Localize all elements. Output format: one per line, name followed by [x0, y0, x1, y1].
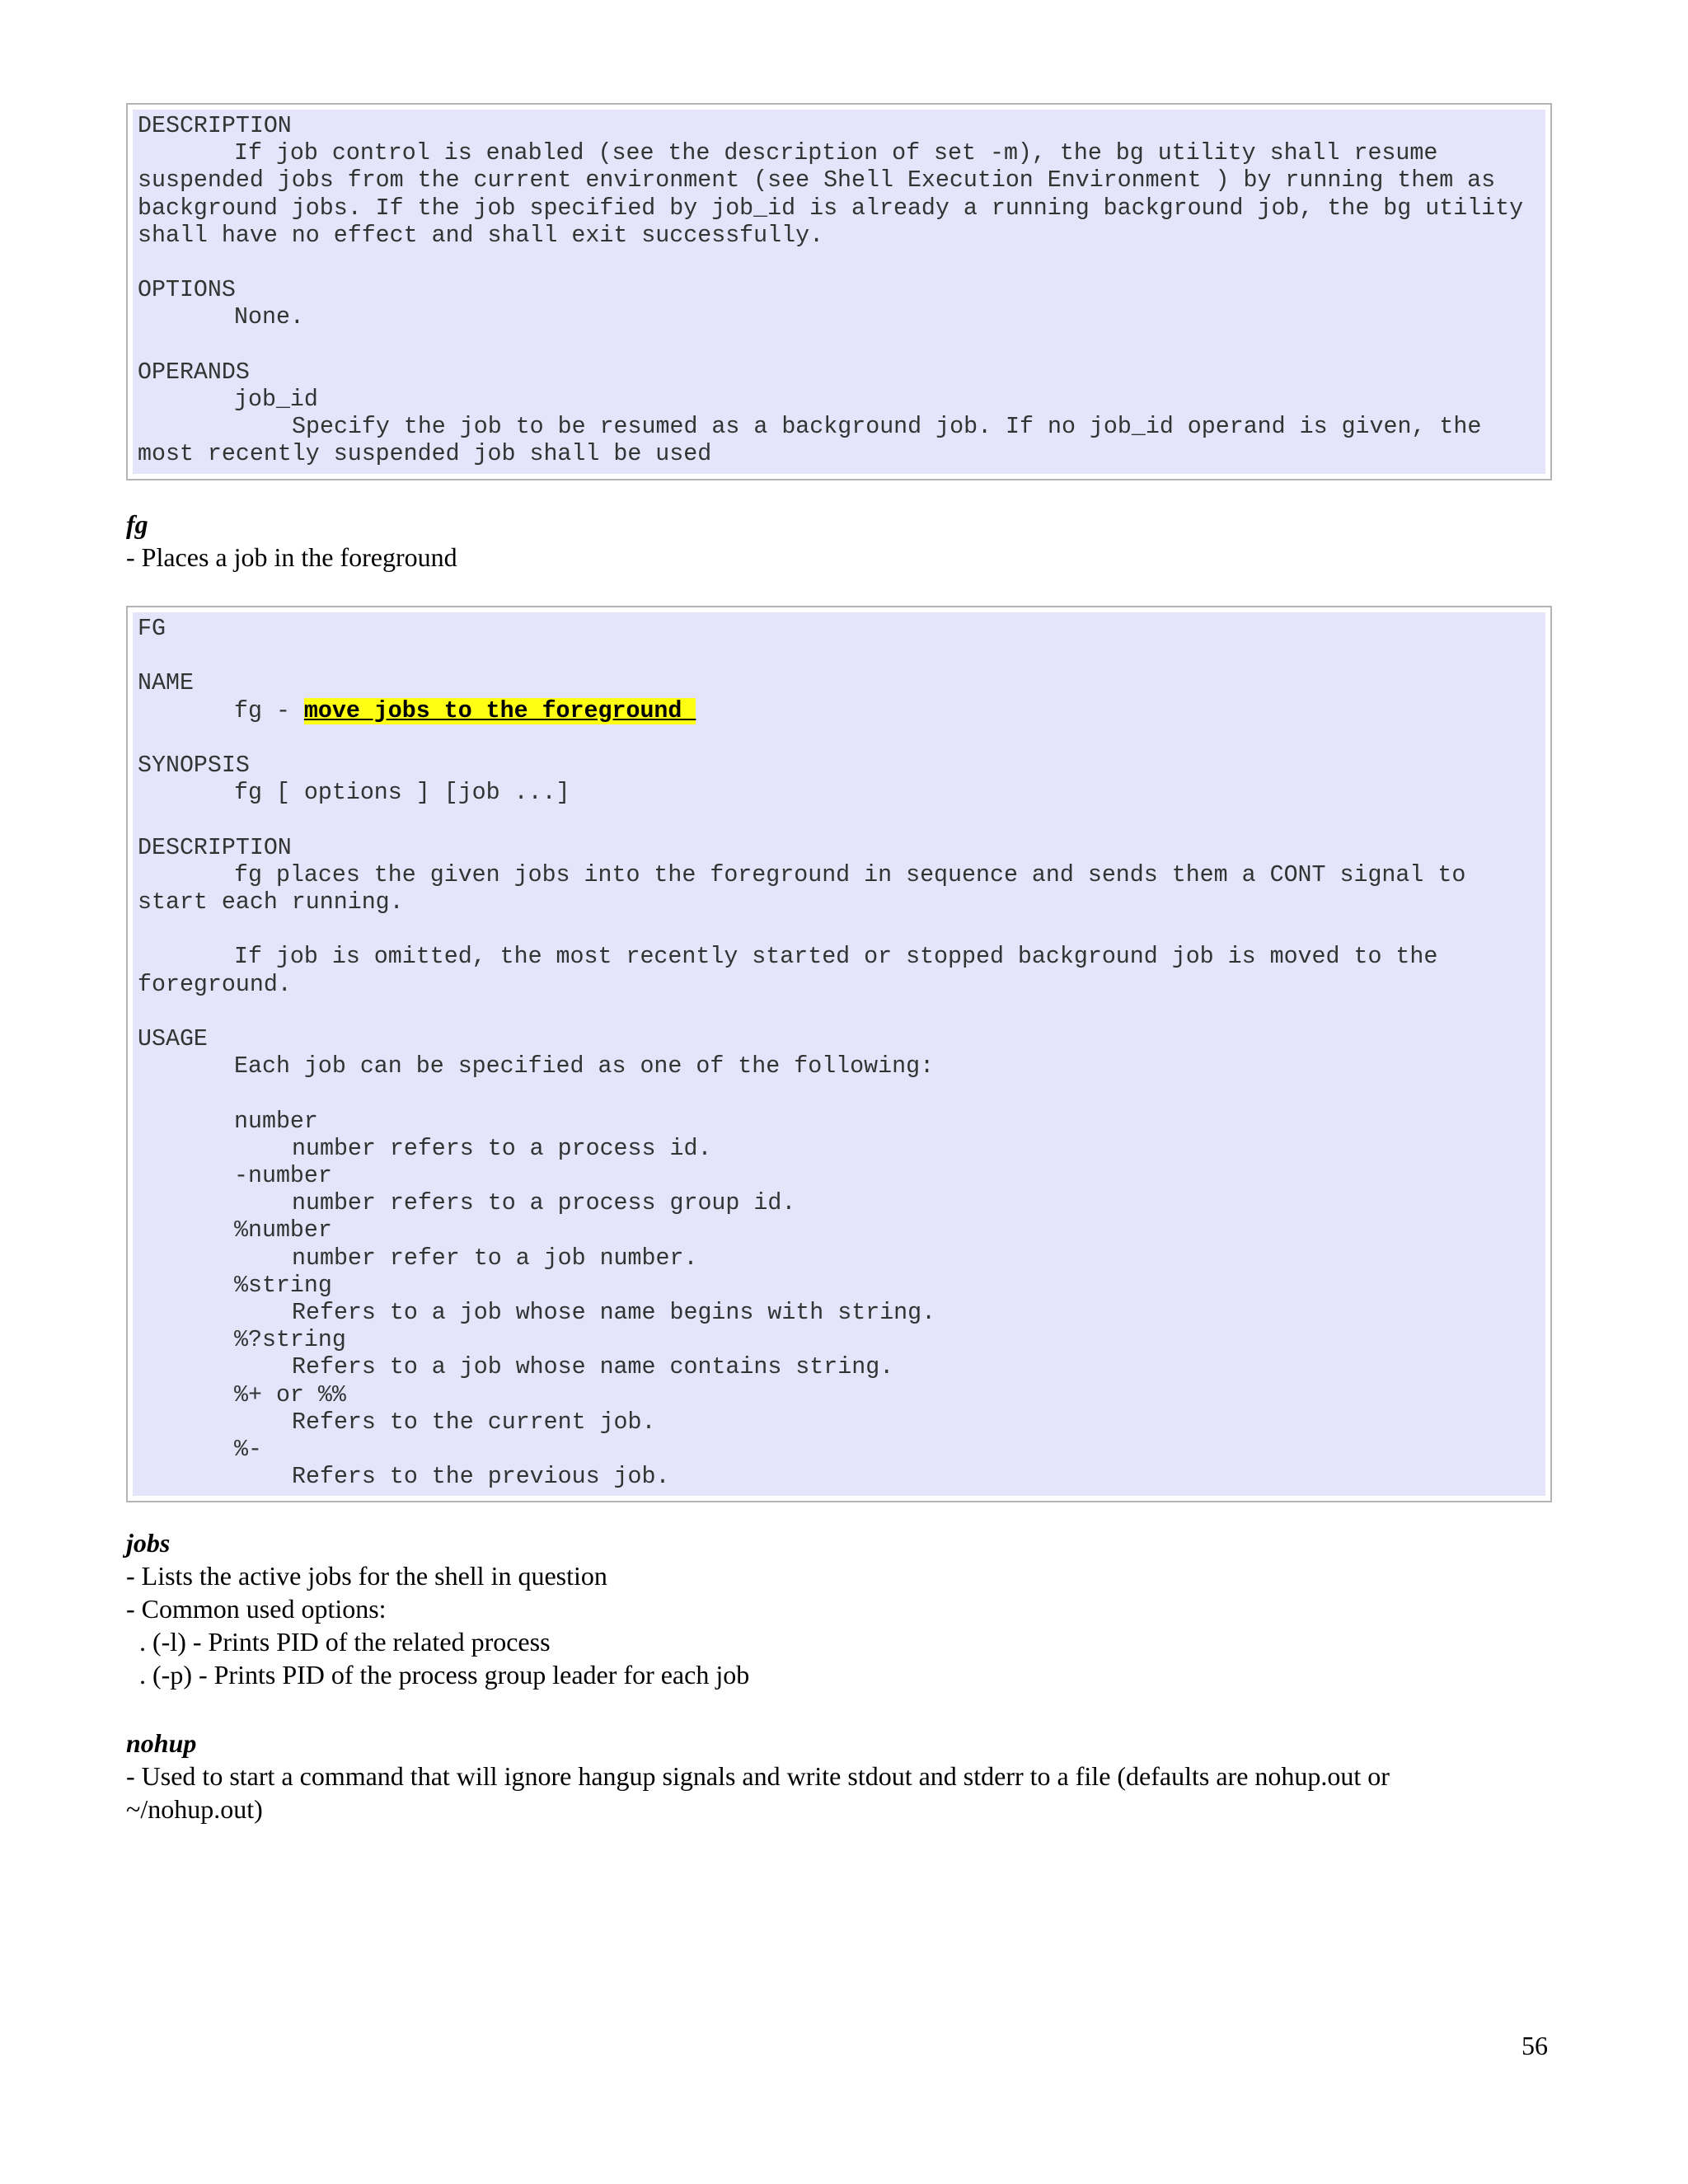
usage-def: Refers to a job whose name contains string.	[292, 1354, 894, 1381]
jobs-line: - Lists the active jobs for the shell in question	[126, 1561, 607, 1591]
bg-description-text: If job control is enabled (see the description of set -m), the bg utility shall resume suspended jobs from the current environment (see Shell Execution Environment ) by running them as background jobs. If the job specified by job_id is already a running background job, the bg utility shall have no effect and shall exit successfully.	[138, 140, 1524, 249]
bg-options-header: OPTIONS	[138, 277, 236, 304]
fg-man-page-box	[126, 606, 1552, 1502]
fg-title: FG	[138, 616, 166, 642]
fg-section-description: - Places a job in the foreground	[126, 542, 457, 572]
bg-operands-header: OPERANDS	[138, 359, 250, 386]
bg-operand-term: job_id	[234, 387, 318, 413]
page-number: 56	[1522, 2031, 1548, 2060]
jobs-line: - Common used options:	[126, 1594, 387, 1624]
bg-description-header: DESCRIPTION	[138, 113, 292, 139]
blank-line	[138, 643, 1542, 670]
jobs-line: . (-p) - Prints PID of the process group leader for each job	[126, 1660, 750, 1690]
fg-name-line	[138, 698, 1542, 725]
fg-name-header: NAME	[138, 670, 194, 697]
blank-line	[138, 725, 1542, 752]
bg-operand-def: Specify the job to be resumed as a background job. If no job_id operand is given, the most recently suspended job shall be used	[138, 414, 1482, 468]
usage-term: -number	[234, 1162, 332, 1189]
usage-term: %string	[234, 1272, 332, 1299]
usage-def: Refers to a job whose name begins with string.	[292, 1299, 936, 1326]
blank-line	[138, 999, 1542, 1026]
usage-term: %-	[234, 1436, 262, 1463]
usage-def: Refers to the previous job.	[292, 1464, 670, 1491]
fg-synopsis-header: SYNOPSIS	[138, 752, 250, 779]
blank-line	[138, 250, 1542, 277]
blank-line	[138, 332, 1542, 359]
fg-usage-header: USAGE	[138, 1025, 208, 1052]
nohup-line-2: ~/nohup.out)	[126, 1794, 263, 1824]
nohup-line-1: - Used to start a command that will ignore hangup signals and write stdout and stderr to a file (defaults are nohup.out or	[126, 1761, 1390, 1791]
fg-description-text-1: fg places the given jobs into the foreground in sequence and sends them a CONT signal to start each running.	[138, 861, 1466, 916]
usage-def: Refers to the current job.	[292, 1408, 656, 1436]
blank-line	[138, 916, 1542, 944]
usage-term: number	[234, 1108, 318, 1135]
nohup-section-title: nohup	[126, 1728, 197, 1758]
fg-usage-intro: Each job can be specified as one of the following:	[234, 1053, 935, 1080]
jobs-section-title: jobs	[126, 1528, 171, 1558]
blank-line	[138, 807, 1542, 834]
fg-description-header: DESCRIPTION	[138, 834, 292, 861]
bg-man-page-box	[126, 103, 1552, 480]
usage-term: %?string	[234, 1327, 346, 1354]
fg-section-title: fg	[126, 509, 148, 539]
usage-term: %+ or %%	[234, 1381, 346, 1408]
usage-def: number refers to a process id.	[292, 1135, 712, 1162]
bg-man-page-text	[133, 110, 1545, 474]
bg-options-text: None.	[234, 304, 304, 331]
usage-term: %number	[234, 1217, 332, 1244]
blank-line	[138, 1080, 1542, 1108]
usage-def: number refers to a process group id.	[292, 1190, 796, 1217]
fg-description-text-2: If job is omitted, the most recently started or stopped background job is moved to the foreground.	[138, 944, 1438, 998]
fg-name-prefix: fg -	[234, 697, 304, 724]
fg-man-page-text	[133, 612, 1545, 1496]
usage-def: number refer to a job number.	[292, 1244, 698, 1272]
fg-name-highlight: move jobs to the foreground	[303, 697, 696, 724]
fg-synopsis-text: fg [ options ] [job ...]	[234, 780, 570, 807]
jobs-line: . (-l) - Prints PID of the related process	[126, 1627, 551, 1657]
